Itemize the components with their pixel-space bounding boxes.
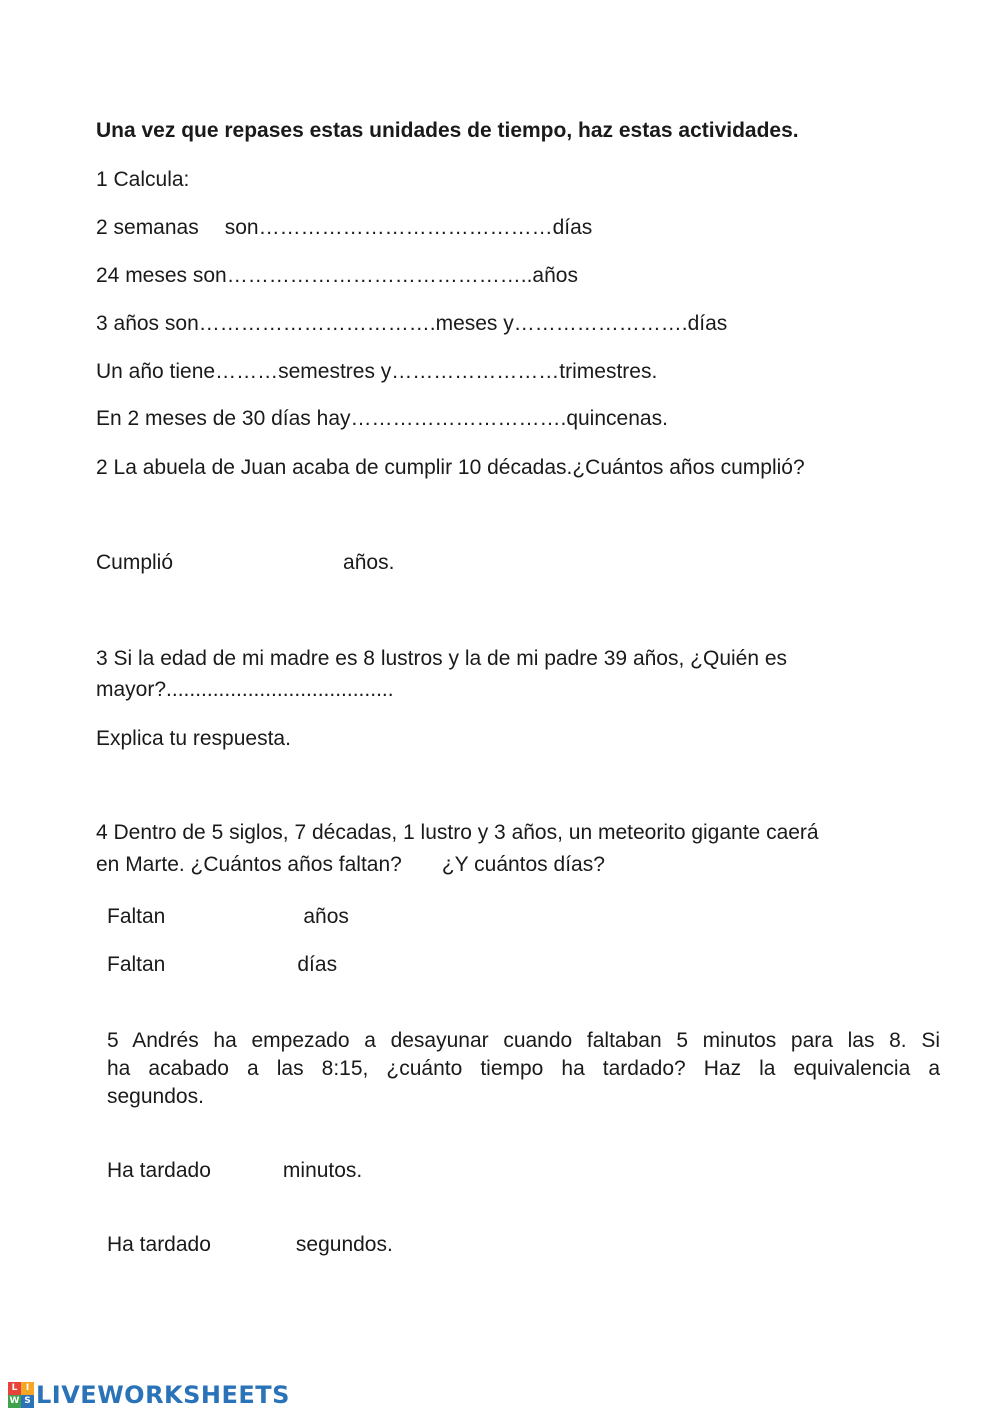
q2-answer [96, 550, 394, 576]
q5-answer-2-prefix: Ha tardado [107, 1233, 211, 1256]
q4-answer-2-suffix: días [297, 953, 338, 976]
q3-line-1: 3 Si la edad de mi madre es 8 lustros y la de mi padre 39 años, ¿Quién es [96, 647, 788, 670]
q1-heading: 1 Calcula: [96, 168, 190, 191]
liveworksheets-logo-text: LIVEWORKSHEETS [36, 1381, 290, 1409]
q1-line-1-b: son……………………………………días [224, 216, 593, 239]
q3-explain: Explica tu respuesta. [96, 727, 291, 750]
q4-answer-2-prefix: Faltan [107, 953, 166, 976]
page-title: Una vez que repases estas unidades de tiempo, haz estas actividades. [96, 119, 799, 142]
q3-line-2: mayor?....................................... [96, 678, 394, 701]
q5-line-2: ha acabado a las 8:15, ¿cuánto tiempo ha tardado? Haz la equivalencia a [107, 1057, 940, 1080]
q5-answer-1 [107, 1158, 362, 1184]
q1-line-4: Un año tiene………semestres y……………………trimestres. [96, 360, 658, 383]
q4-answer-1 [107, 904, 349, 930]
q1-line-1-a: 2 semanas [96, 216, 199, 239]
q1-line-2: 24 meses son……………………………………..años [96, 264, 578, 287]
q2-answer-suffix: años. [343, 551, 395, 574]
q4-line-2-a: en Marte. ¿Cuántos años faltan? [96, 853, 402, 876]
q4-answer-1-suffix: años [303, 905, 349, 928]
q5-answer-2-suffix: segundos. [295, 1233, 393, 1256]
q5-answer-1-suffix: minutos. [282, 1159, 363, 1182]
q5-answer-1-prefix: Ha tardado [107, 1159, 211, 1182]
logo-letter-s: S [21, 1395, 34, 1408]
q4-answer-1-prefix: Faltan [107, 905, 166, 928]
logo-letter-l: L [8, 1382, 21, 1395]
q2-question: 2 La abuela de Juan acaba de cumplir 10 décadas.¿Cuántos años cumplió? [96, 456, 805, 479]
q4-line-2-b: ¿Y cuántos días? [441, 853, 605, 876]
q4-line-1: 4 Dentro de 5 siglos, 7 décadas, 1 lustro y 3 años, un meteorito gigante caerá [96, 821, 819, 844]
q1-line-1 [96, 215, 592, 241]
logo-letter-i: I [21, 1382, 34, 1395]
q1-line-3: 3 años son…………………………….meses y…………………….días [96, 312, 728, 335]
q4-answer-2 [107, 952, 337, 978]
q2-answer-prefix: Cumplió [96, 551, 174, 574]
liveworksheets-logo-icon [8, 1382, 34, 1408]
q5-line-1: 5 Andrés ha empezado a desayunar cuando faltaban 5 minutos para las 8. Si [107, 1029, 940, 1052]
logo-letter-w: W [9, 1396, 20, 1406]
q1-line-5: En 2 meses de 30 días hay………………………….quincenas. [96, 407, 668, 430]
q5-line-3: segundos. [107, 1085, 204, 1108]
q5-answer-2 [107, 1232, 393, 1258]
liveworksheets-logo [8, 1380, 290, 1410]
q4-line-2 [96, 852, 605, 878]
